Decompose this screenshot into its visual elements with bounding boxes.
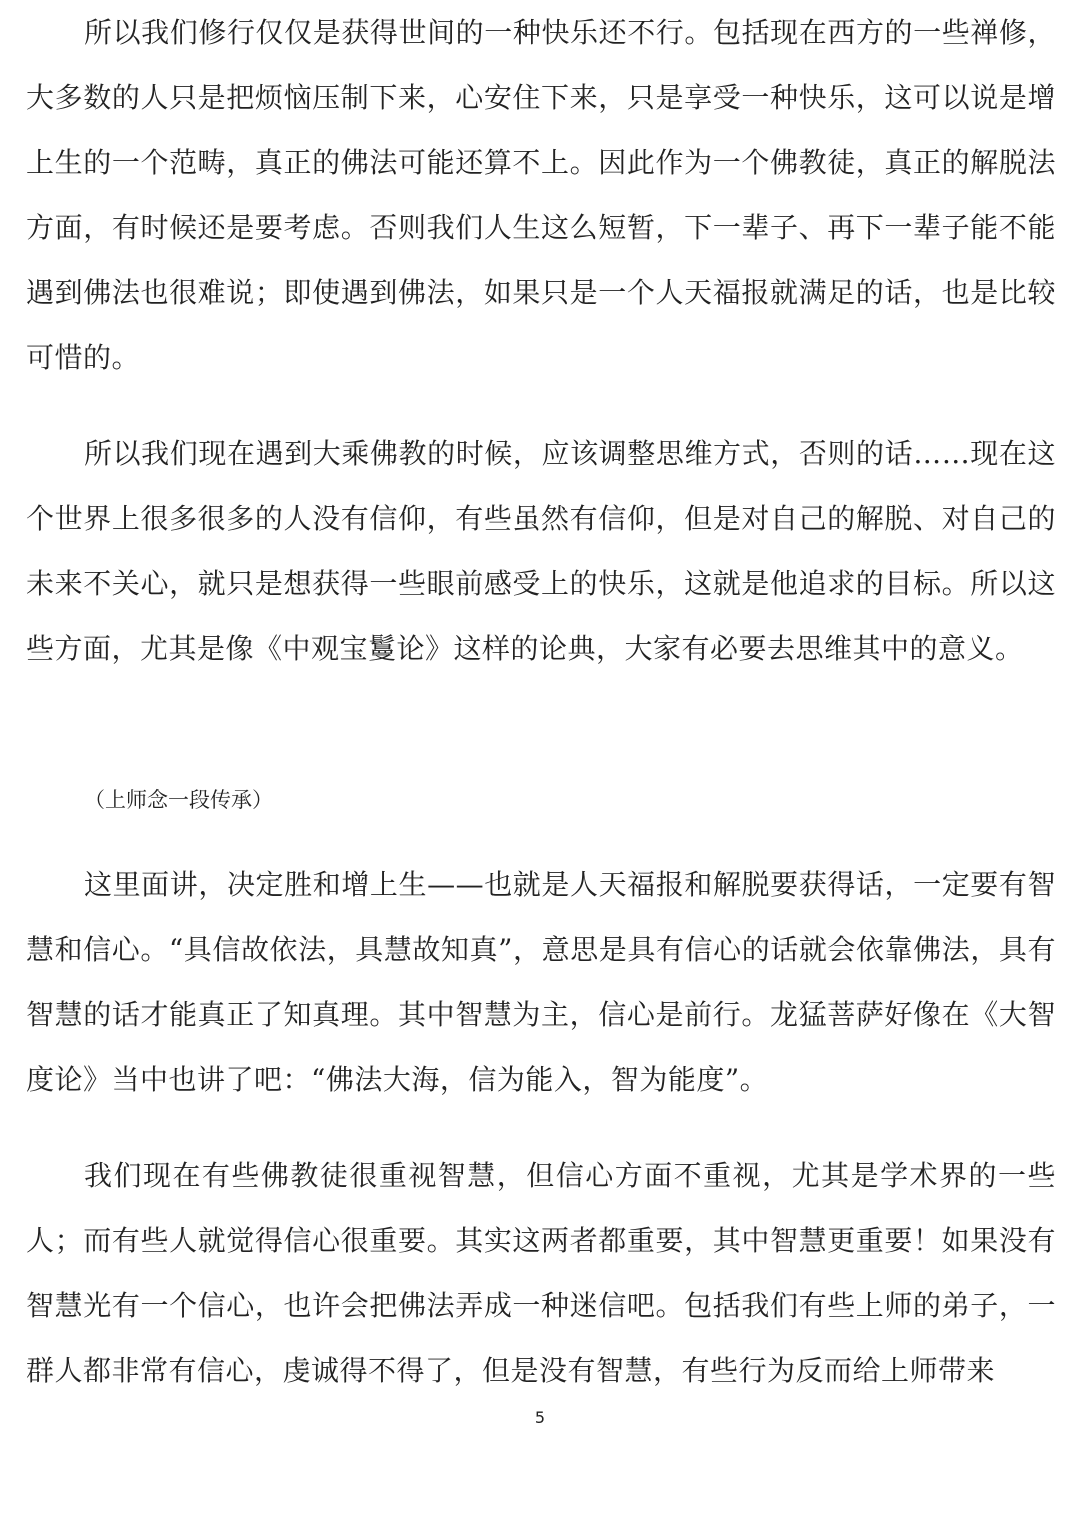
page-number: 5 <box>534 1408 546 1427</box>
paragraph-1: 所以我们修行仅仅是获得世间的一种快乐还不行。包括现在西方的一些禅修，大多数的人只是把烦恼压制下来，心安住下来，只是享受一种快乐，这可以说是增上生的一个范畴，真正的佛法可能还算不上。因此作为一个佛教徒，真正的解脱法方面，有时候还是要考虑。否则我们人生这么短暂，下一辈子、再下一辈子能不能遇到佛法也很难说；即使遇到佛法，如果只是一个人天福报就满足的话，也是比较可惜的。 <box>26 16 1056 374</box>
paragraph-3: 这里面讲，决定胜和增上生——也就是人天福报和解脱要获得话，一定要有智慧和信心。“具信故依法，具慧故知真”，意思是具有信心的话就会依靠佛法，具有智慧的话才能真正了知真理。其中智慧为主，信心是前行。龙猛菩萨好像在《大智度论》当中也讲了吧：“佛法大海，信为能入，智为能度”。 <box>26 868 1056 1096</box>
paragraph-4: 我们现在有些佛教徒很重视智慧，但信心方面不重视，尤其是学术界的一些人；而有些人就觉得信心很重要。其实这两者都重要，其中智慧更重要！如果没有智慧光有一个信心，也许会把佛法弄成一种迷信吧。包括我们有些上师的弟子，一群人都非常有信心，虔诚得不得了，但是没有智慧，有些行为反而给上师带来 <box>26 1159 1056 1387</box>
transmission-note: （上师念一段传承） <box>84 788 273 812</box>
paragraph-2: 所以我们现在遇到大乘佛教的时候，应该调整思维方式，否则的话……现在这个世界上很多很多的人没有信仰，有些虽然有信仰，但是对自己的解脱、对自己的未来不关心，就只是想获得一些眼前感受上的快乐，这就是他追求的目标。所以这些方面，尤其是像《中观宝鬘论》这样的论典，大家有必要去思维其中的意义。 <box>26 437 1056 665</box>
